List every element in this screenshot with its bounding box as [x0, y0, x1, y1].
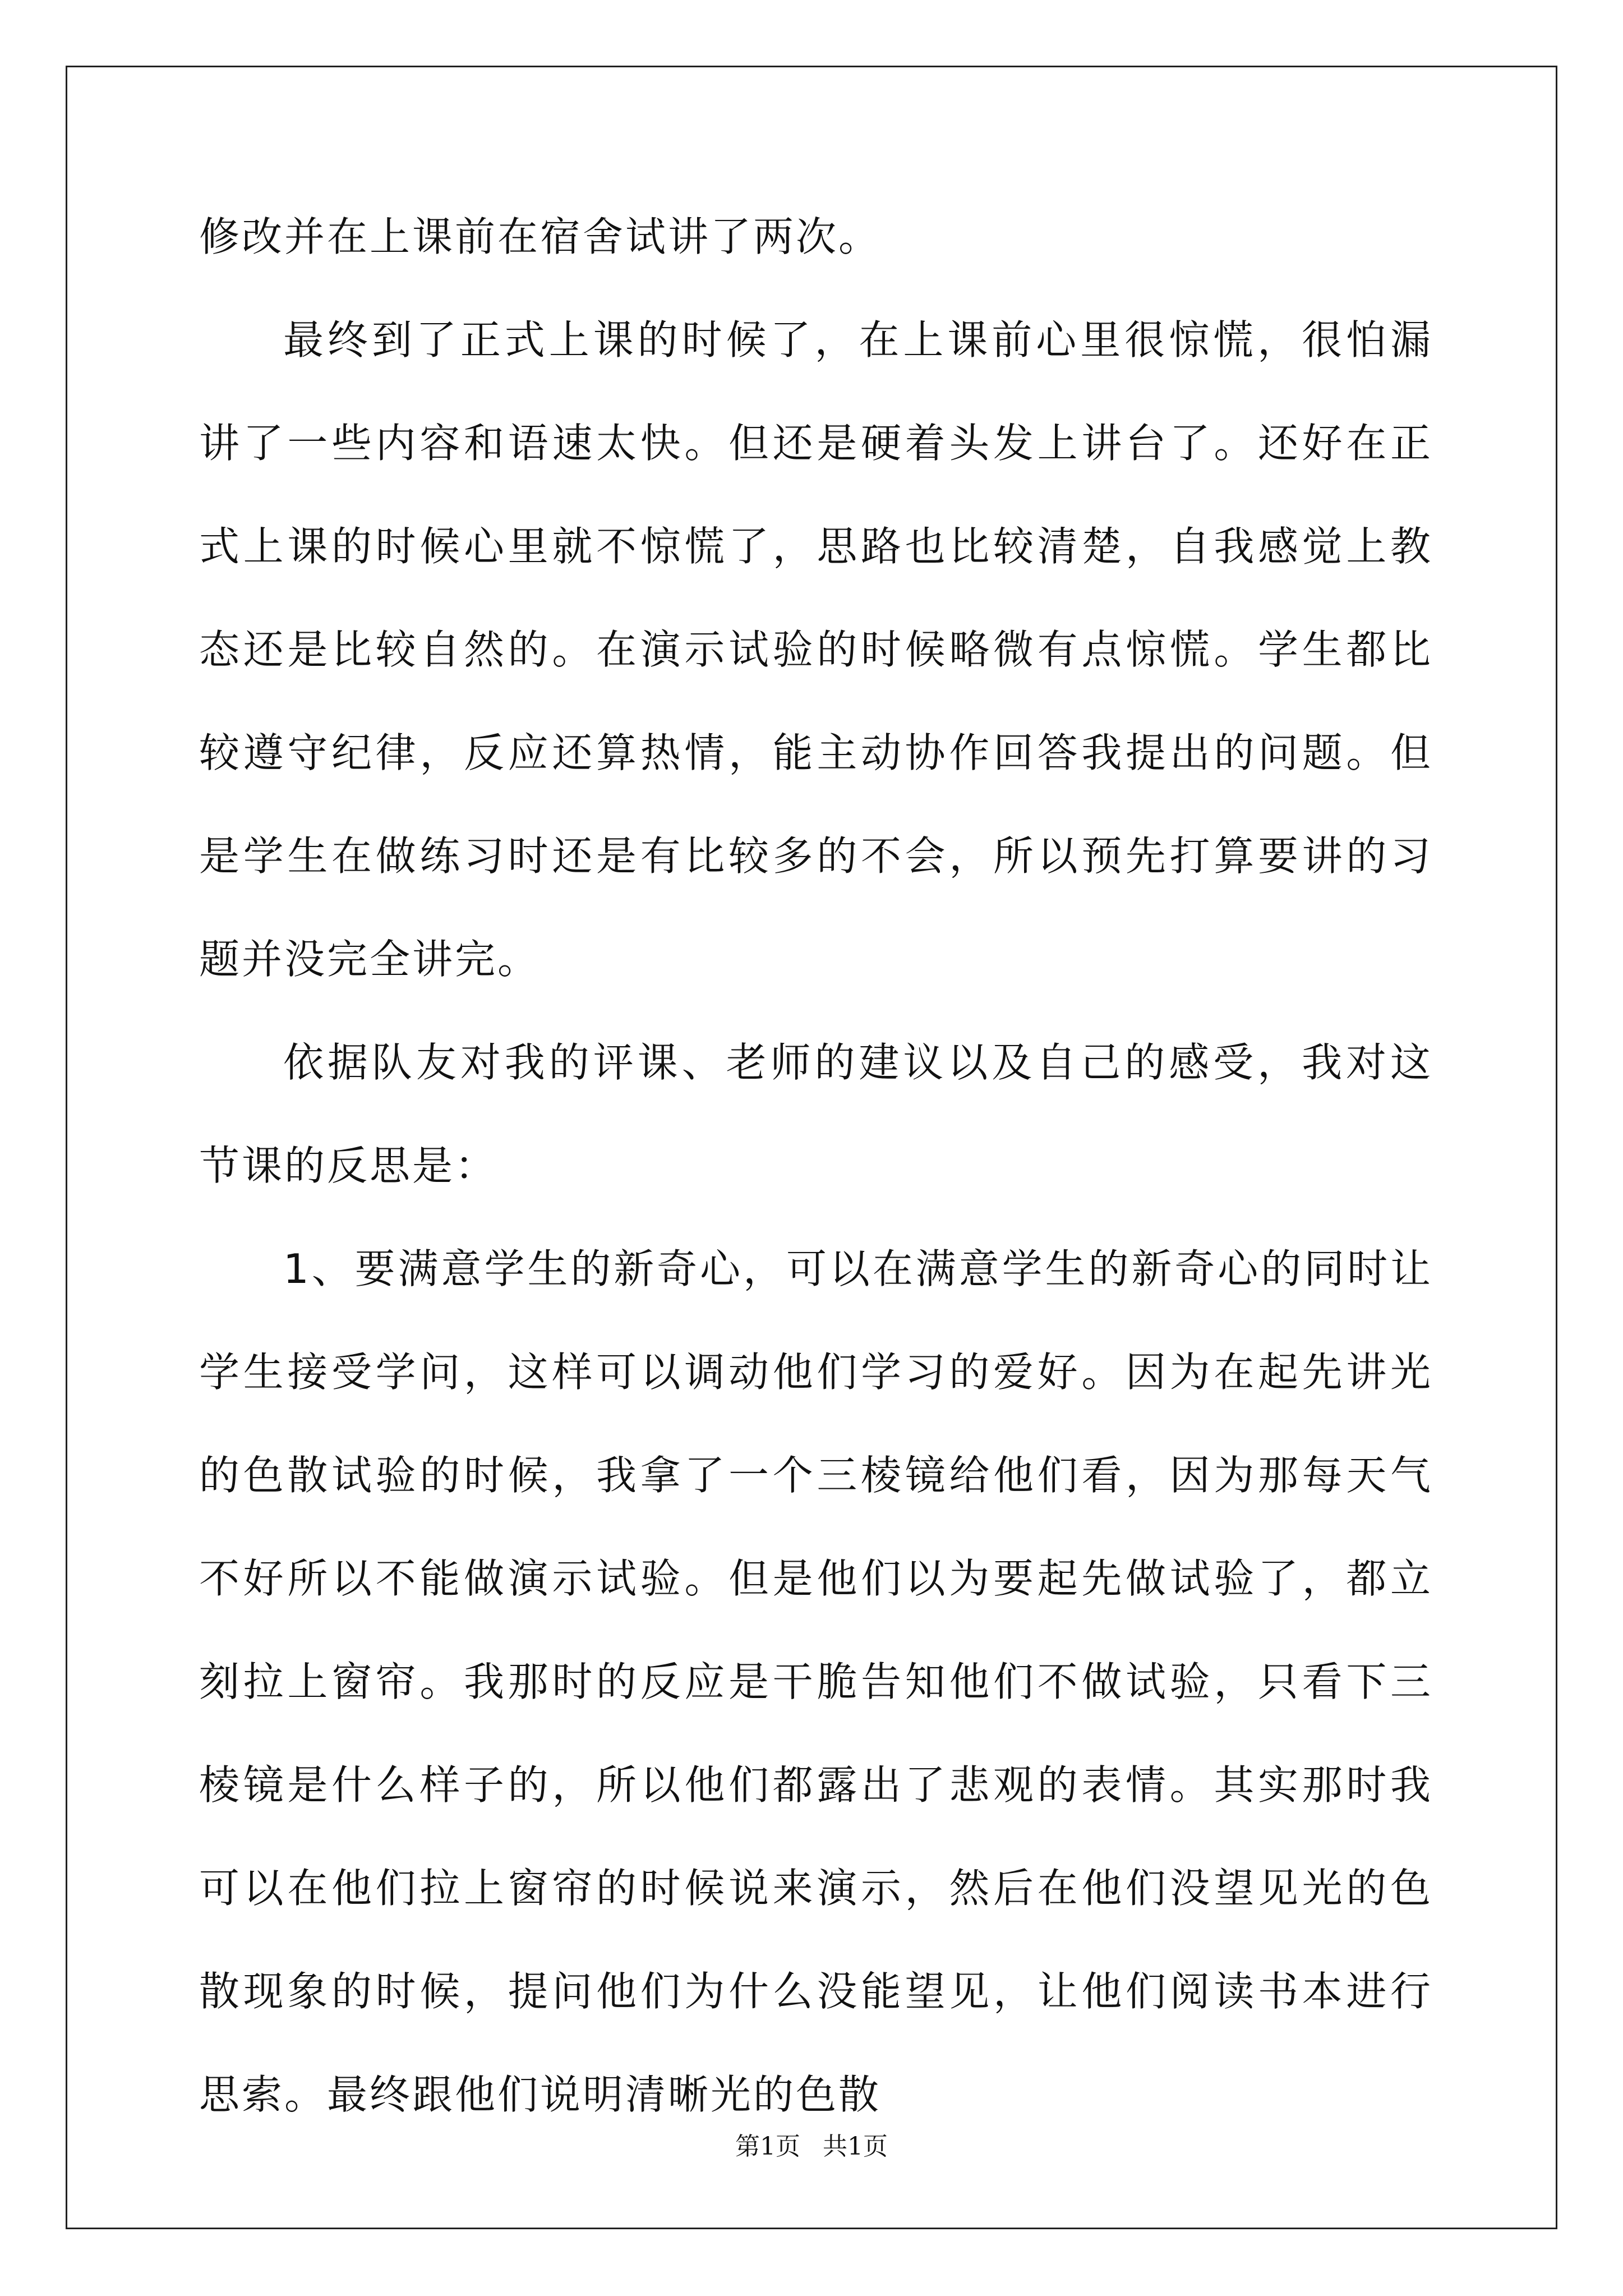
page-footer	[0, 2126, 1623, 2162]
paragraph-3: 依据队友对我的评课、老师的建议以及自己的感受，我对这节课的反思是：	[199, 1039, 1433, 1189]
paragraph-4: 1、要满意学生的新奇心，可以在满意学生的新奇心的同时让学生接受学问，这样可以调动他们学习的爱好。因为在起先讲光的色散试验的时候，我拿了一个三棱镜给他们看，因为那每天气不好所以不能做演示试验。但是他们以为要起先做试验了，都立刻拉上窗帘。我那时的反应是干脆告知他们不做试验，只看下三棱镜是什么样子的，所以他们都露出了悲观的表情。其实那时我可以在他们拉上窗帘的时候说来演示，然后在他们没望见光的色散现象的时候，提问他们为什么没能望见，让他们阅读书本进行思索。最终跟他们说明清晰光的色散	[199, 1245, 1433, 2118]
paragraph-1: 修改并在上课前在宿舍试讲了两次。	[199, 213, 882, 260]
page-total: 共1页	[823, 2132, 888, 2161]
page-number: 第1页	[735, 2132, 800, 2161]
document-body	[199, 185, 1433, 2146]
paragraph-2: 最终到了正式上课的时候了，在上课前心里很惊慌，很怕漏讲了一些内容和语速太快。但还是硬着头发上讲台了。还好在正式上课的时候心里就不惊慌了，思路也比较清楚，自我感觉上教态还是比较自然的。在演示试验的时候略微有点惊慌。学生都比较遵守纪律，反应还算热情，能主动协作回答我提出的问题。但是学生在做练习时还是有比较多的不会，所以预先打算要讲的习题并没完全讲完。	[199, 316, 1433, 983]
